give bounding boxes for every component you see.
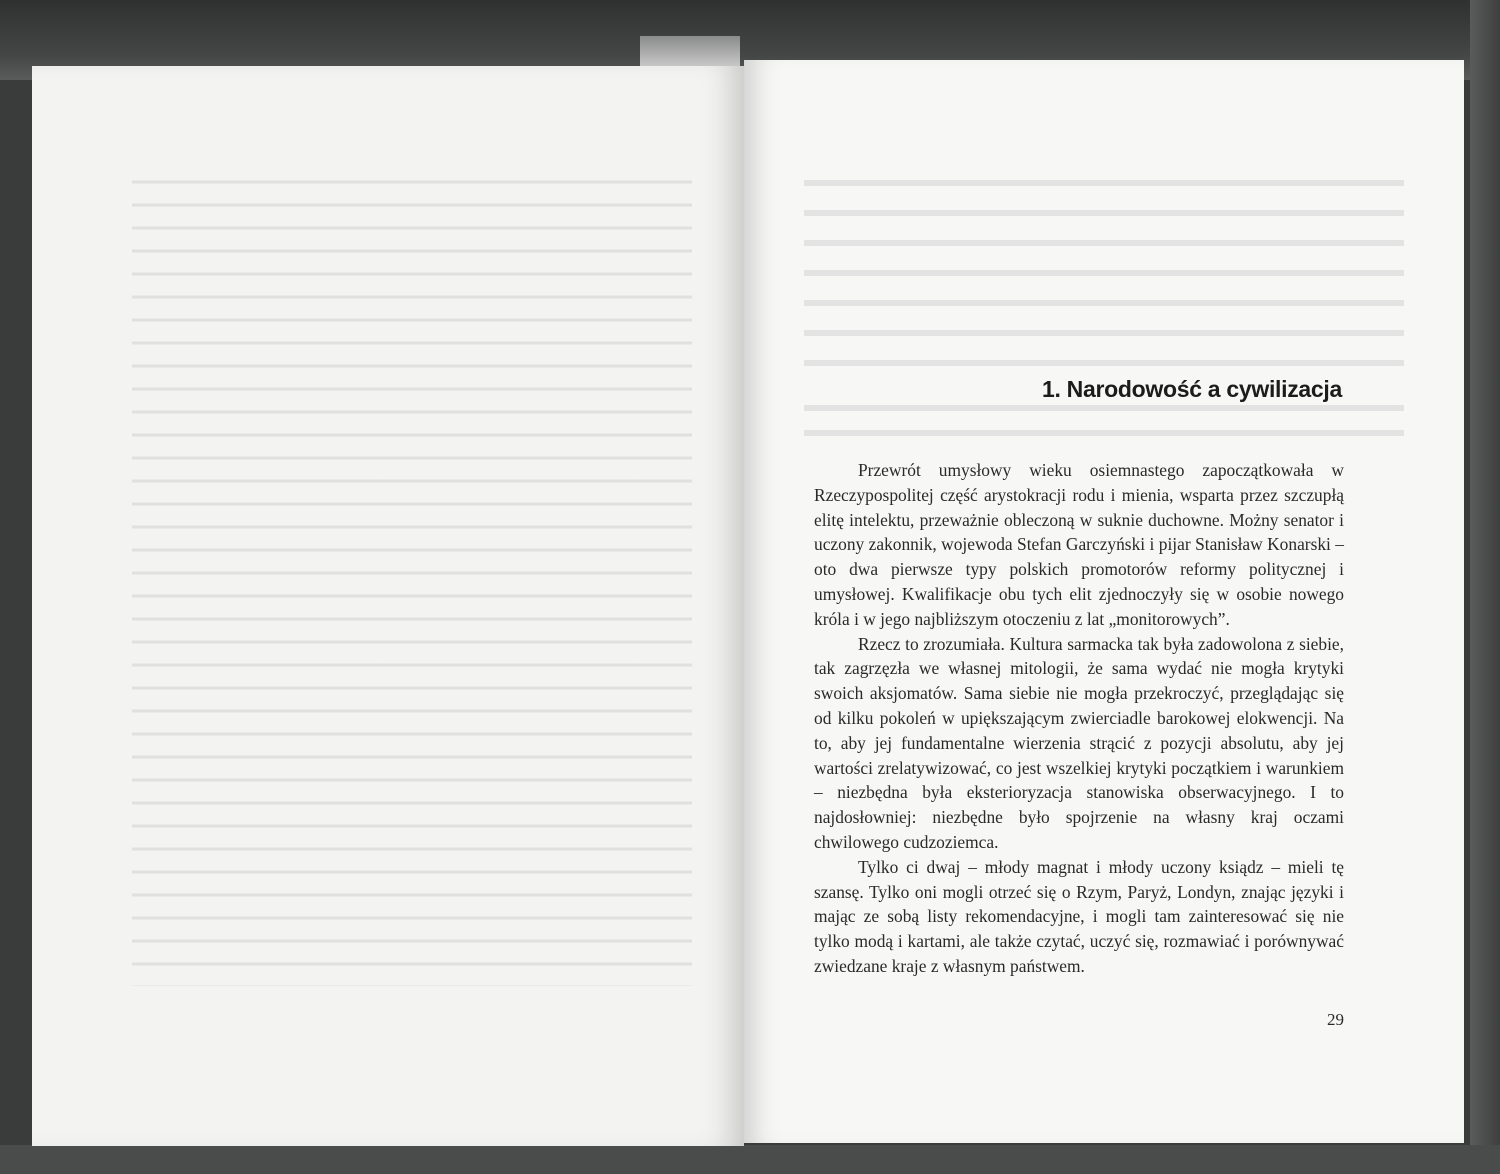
show-through-line bbox=[804, 270, 1404, 276]
show-through-line bbox=[804, 430, 1404, 436]
paragraph: Tylko ci dwaj – młody magnat i młody uczony ksiądz – mieli tę szansę. Tylko oni mogli otrzeć się o Rzym, Paryż, Londyn, znając języki i mając ze sobą listy rekomendacyjne, i mogli tam zainteresować się nie tylko modą i kartami, ale także czytać, uczyć się, rozmawiać i porównywać zwiedzane kraje z własnym państwem. bbox=[814, 856, 1344, 976]
show-through-line bbox=[804, 330, 1404, 336]
show-through-line bbox=[804, 300, 1404, 306]
page-number: 29 bbox=[1327, 1010, 1344, 1029]
book-bottom-edge bbox=[0, 1145, 1500, 1174]
show-through-line bbox=[804, 210, 1404, 216]
scanner-background-right bbox=[1470, 0, 1500, 1174]
left-page-blank bbox=[32, 66, 744, 1146]
show-through-line bbox=[804, 360, 1404, 366]
show-through-line bbox=[804, 240, 1404, 246]
paragraph: Rzecz to zrozumiała. Kultura sarmacka tak była zadowolona z siebie, tak zagrzęzła we własnej mitologii, że sama wydać nie mogła krytyki swoich aksjomatów. Sama siebie nie mogła przekroczyć, przeglądając się od kilku pokoleń w upiększającym zwierciadle barokowej elokwencji. Na to, aby jej fundamentalne wierzenia strącić z pozycji absolutu, aby jej wartości zrelatywizować, co jest wszelkiej krytyki początkiem i warunkiem – niezbędna była eksterioryzacja stanowiska obserwacyjnego. I to najdosłowniej: niezbędne było spojrzenie na własny kraj oczami chwilowego cudzoziemca. bbox=[814, 633, 1344, 852]
right-page bbox=[744, 60, 1464, 1143]
body-text bbox=[814, 458, 1344, 979]
paragraph: Przewrót umysłowy wieku osiemnastego zapoczątkowała w Rzeczypospolitej część arystokracji rodu i mienia, wsparta przez szczupłą elitę intelektu, przeważnie obleczoną w suknie duchowne. Możny senator i uczony zakonnik, wojewoda Stefan Garczyński i pijar Stanisław Konarski – oto dwa pierwsze typy polskich promotorów reformy politycznej i umysłowej. Kwalifikacje obu tych elit zjednoczyły się w osobie nowego króla i w jego najbliższym otoczeniu z lat „monitorowych”. bbox=[814, 460, 1344, 629]
show-through-text bbox=[132, 166, 692, 986]
chapter-title: 1. Narodowość a cywilizacja bbox=[1042, 376, 1342, 402]
book-spine-strip bbox=[640, 36, 740, 70]
show-through-line bbox=[804, 405, 1404, 411]
show-through-line bbox=[804, 180, 1404, 186]
